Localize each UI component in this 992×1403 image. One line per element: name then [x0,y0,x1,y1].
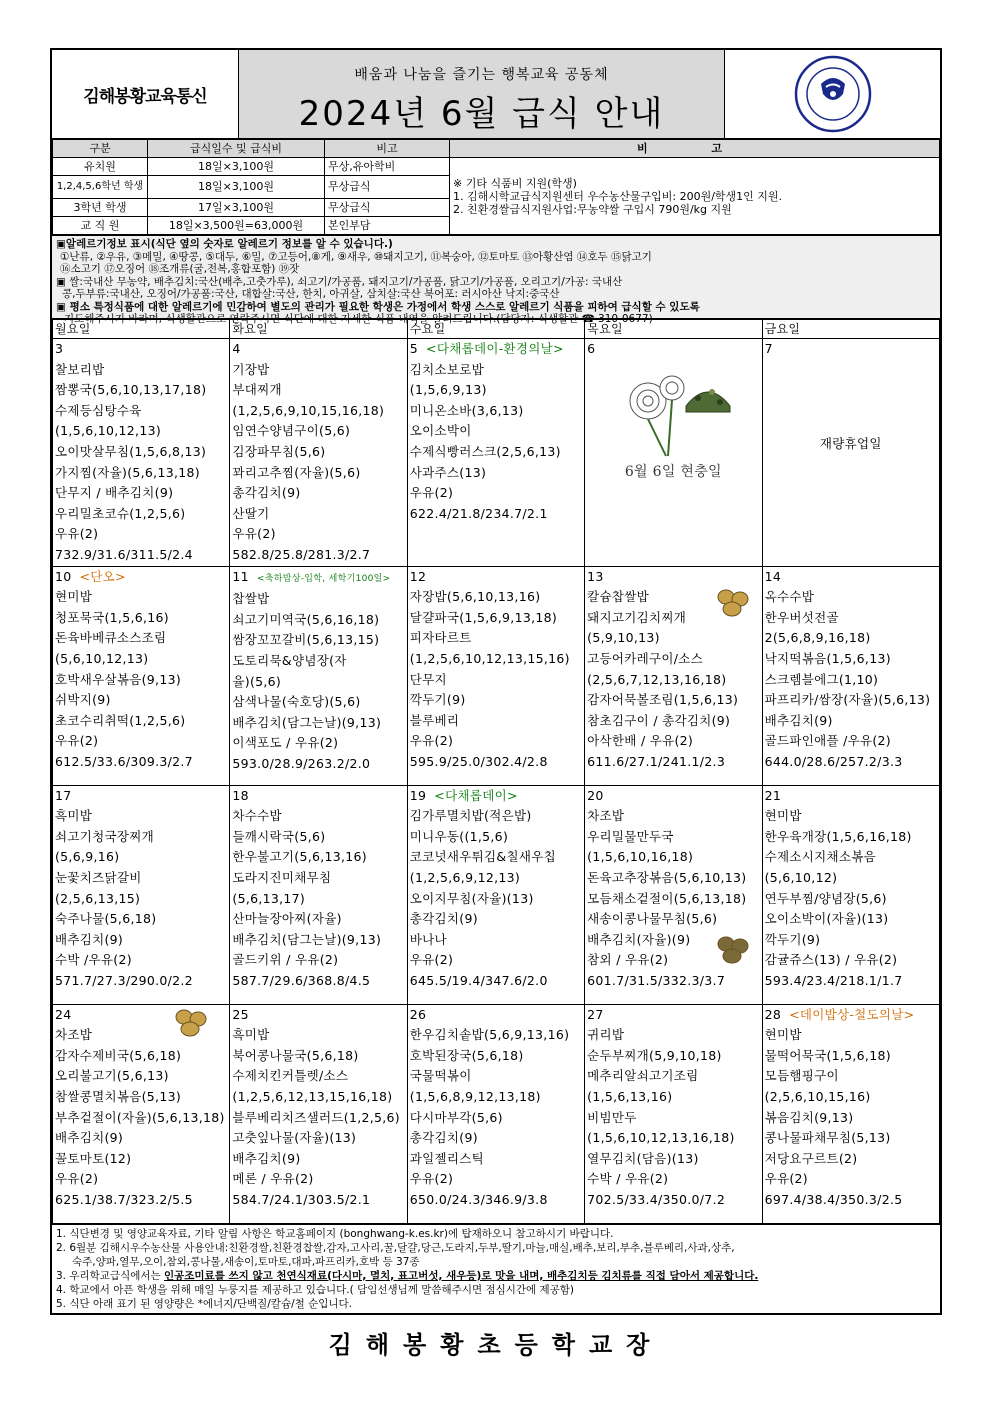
menu-item: 배추김치(담그는날)(9,13) [232,931,382,947]
menu-item: 들깨시락국(5,6) [232,828,326,844]
meal-calendar [52,319,940,1224]
menu-item: (1,5,6,13,16) [587,1088,673,1104]
menu-item: 김치소보로밥 [409,361,485,377]
menu-item: 모듬채소겉절이(5,6,13,18) [587,890,747,906]
date-line [410,567,582,588]
menu-item: 참외 / 우유(2) [587,952,669,968]
menu-item: (1,2,5,6,10,12,13,15,16) [409,650,570,666]
day-number: 7 [764,341,773,356]
allergy-contact: 지도해주시기 바라며, 식생활관으로 연락주시면 식단에 대한 자세한 식품 내역을 알려드립니다.(담당자: 식생활관 ☎ 310-0677) [64,313,653,325]
weekday-header: 화요일 [230,320,407,339]
school-newsletter-title: 김해봉황교육통신 [52,50,239,138]
day-number: 18 [232,787,249,803]
menu-item: 현미밥 [764,808,802,824]
menu-item: 낙지떡볶음(1,5,6,13) [764,650,891,666]
date-line [55,786,227,807]
menu-item: 우유(2) [409,1171,454,1187]
menu-item: 김가루멸치밥(적은밥) [409,808,532,824]
nutrition-info: 622.4/21.8/234.7/2.1 [409,505,548,521]
menu-item: 감귤쥬스(13) / 우유(2) [764,952,898,968]
menu-item: (5,6,9,16) [55,849,120,865]
date-line [587,339,759,360]
menu-item: (1,2,5,6,9,12,13) [409,869,521,885]
menu-item: 우유(2) [409,485,454,501]
menu-item: 부추겉절이(자율)(5,6,13,18) [55,1109,225,1125]
menu-item: 미니온소바(3,6,13) [409,402,524,418]
menu-item: 우유(2) [409,952,454,968]
day-cell [53,1004,230,1223]
remarks-line: 2. 친환경쌀급식지원사업:무농약쌀 구입시 790원/kg 지원 [453,202,732,216]
menu-item: 김장파무침(5,6) [232,443,326,459]
menu-item: (5,6,13,17) [232,890,306,906]
menu-item: 사과주스(13) [409,464,487,480]
menu-item: 호박된장국(5,6,18) [409,1047,524,1063]
sunflower-seed-icon [715,934,751,971]
menu-item: 코코넛새우튀김&칠새우칩 [409,849,556,865]
nutrition-info: 702.5/33.4/350.0/7.2 [587,1191,726,1207]
day-number: 26 [409,1006,427,1022]
date-line [410,1005,582,1026]
menu-item: (2,5,6,10,15,16) [764,1088,871,1104]
menu-item: 다시마부각(5,6) [409,1109,503,1125]
menu-item: (5,6,10,12) [764,869,838,885]
weekday-header: 월요일 [53,320,230,339]
day-number: 6 [587,341,596,356]
allergy-heading: ▣알레르기정보 표시(식단 옆의 숫자로 알레르기 정보를 알 수 있습니다.) [56,238,393,250]
menu-item: 단무지 [409,671,447,687]
day-cell [53,785,230,1004]
allergy-notice: ▣ 평소 특정식품에 대한 알레르기에 민감하여 별도의 관리가 필요한 학생은 가정에서 학생 스스로 알레르기 식품을 피하여 급식할 수 있도록 [56,300,700,313]
menu-item: 볶음김치(9,13) [764,1109,854,1125]
remarks-line: ※ 기타 식품비 지원(학생) [453,176,577,190]
date-line [765,1005,937,1026]
remarks-line: 1. 김해시학교급식지원센터 우수농산물구입비: 200원/학생1인 지원. [453,189,783,203]
row-note: 무상,유아학비 [325,158,450,176]
nutrition-info: 612.5/33.6/309.3/2.7 [55,753,193,769]
day-cell [585,1004,762,1223]
menu-item: 쉬박지(9) [55,692,111,708]
menu-item: 차조밥 [55,1027,93,1043]
menu-item: 우리밀물만두국 [587,828,674,844]
menu-item: 콩나물파채무침(5,13) [764,1130,891,1146]
menu-item: 배추김치(9) [55,1130,124,1146]
origin-info: ▣ 쌀:국내산 무농약, 배추김치:국산(배추,고춧가루), 쇠고기/가공품, 돼지고기/가공품, 닭고기/가공품, 오리고기/가공: 국내산 [56,275,623,288]
menu-item: 쇠고기미역국(5,6,16,18) [232,611,380,627]
menu-item: 오이맛살무침(1,5,6,8,13) [55,443,207,459]
menu-item: 오이소박이(자율)(13) [764,911,889,927]
menu-item: 가지찜(자율)(5,6,13,18) [55,464,200,480]
menu-item: 삼색나물(숙호당)(5,6) [232,694,361,710]
menu-item: (1,5,6,10,12,13) [55,423,161,439]
menu-item: 수제식빵러스크(2,5,6,13) [409,443,561,459]
nutrition-info: 595.9/25.0/302.4/2.8 [409,753,548,769]
col-header-cost: 급식일수 및 급식비 [148,140,325,158]
col-header-remarks: 비 고 [450,140,940,158]
menu-item: 율)(5,6) [232,673,282,689]
menu-item: 피자타르트 [409,630,472,646]
nutrition-info: 571.7/27.3/290.0/2.2 [55,972,193,988]
row-group: 3학년 학생 [53,199,148,217]
menu-item: 고등어카레구이/소스 [587,650,704,666]
potato-icon [173,1007,209,1044]
footer-note: 5. 식단 아래 표기 된 영양량은 *에너지/단백질/칼슘/철 순입니다. [56,1297,353,1310]
menu-item: 골드키위 / 우유(2) [232,952,339,968]
menu-item: 짬뽕국(5,6,10,13,17,18) [55,382,207,398]
day-cell [230,339,407,567]
header [52,50,940,139]
menu-item: 총각김치(9) [232,485,301,501]
day-cell [407,339,584,567]
menu-item: 눈꽃치즈닭갈비 [55,869,142,885]
menu-item: (1,5,6,8,9,12,13,18) [409,1088,541,1104]
footer-note: 2. 6월분 김해시우수농산물 사용안내:친환경쌀,친환경찹쌀,감자,고사리,꿀,달걀,당근,도라지,두부,딸기,마늘,매실,배추,보리,부추,블루베리,사과,상추, [56,1241,735,1254]
menu-item: 칼슘찹쌀밥 [587,589,650,605]
day-number: 13 [587,568,604,584]
menu-item: 배추김치(9) [764,712,833,728]
menu-item: 수박 / 우유(2) [587,1171,669,1187]
menu-item: 흑미밥 [55,808,93,824]
nutrition-info: 645.5/19.4/347.6/2.0 [409,972,548,988]
allergy-list: ①난류, ②우유, ③메밀, ④땅콩, ⑤대두, ⑥밀, ⑦고등어,⑧게, ⑨새우, ⑩돼지고기, ⑪복숭아, ⑫토마토 ⑬아황산염 ⑭호두 ⑮닭고기 [60,250,652,263]
nutrition-info: 732.9/31.6/311.5/2.4 [55,546,193,562]
menu-item: 숙주나물(5,6,18) [55,911,157,927]
menu-item: 단무지 / 배추김치(9) [55,485,174,501]
menu-item: 우유(2) [232,526,276,542]
menu-item: 재량휴업일 [819,435,882,451]
menu-item: 흑미밥 [232,1027,270,1043]
menu-item: (2,5,6,13,15) [55,890,141,906]
meal-cost-table [52,139,940,235]
day-cell [762,566,939,785]
day-number: 25 [232,1006,249,1022]
nutrition-info: 587.7/29.6/368.8/4.5 [232,972,371,988]
menu-item: (1,2,5,6,9,10,15,16,18) [232,402,385,418]
day-cell [230,566,407,785]
day-number: 27 [587,1006,604,1022]
date-line [587,567,759,588]
menu-item: (1,5,6,10,12,13,16,18) [587,1130,735,1146]
menu-item: (5,9,10,13) [587,630,660,646]
menu-item: 메론 / 우유(2) [232,1171,314,1187]
allergy-list: ⑯소고기 ⑰오징어 ⑱조개류(굴,전복,홍합포함) ⑲잣 [60,263,300,275]
row-group: 유치원 [53,158,148,176]
menu-item: 한우육개장(1,5,6,16,18) [764,828,912,844]
footer-note: 4. 학교에서 아픈 학생을 위해 매일 누룽지를 제공하고 있습니다.( 담임선생님께 말씀해주시면 점심시간에 제공함) [56,1283,575,1296]
menu-item: 국물떡볶이 [409,1068,472,1084]
date-line [410,339,582,360]
menu-item: 임연수양념구이(5,6) [232,423,351,439]
day-number: 12 [409,568,427,584]
menu-item: 돈육바베큐소스조림 [55,630,167,646]
menu-item: 기장밥 [232,361,270,377]
week-row [53,566,940,785]
week-row [53,339,940,567]
menu-item: 블루베리 [409,712,460,728]
day-cell [230,1004,407,1223]
day-cell [53,566,230,785]
menu-item: 새송이콩나물무침(5,6) [587,911,718,927]
menu-item: (2,5,6,7,12,13,16,18) [587,671,727,687]
day-number: 11 [232,568,249,584]
date-line [232,786,404,807]
day-number: 21 [764,787,782,803]
date-line [587,1005,759,1026]
event-tag: <단오> [79,568,126,584]
menu-item: 호박새우살볶음(9,13) [55,671,182,687]
menu-item: 한우버섯전골 [764,609,839,625]
event-tag: <다채롭데이-환경의날> [426,341,564,356]
footer-note [56,1269,936,1283]
day-number: 4 [232,341,241,356]
nutrition-info: 593.0/28.9/263.2/2.0 [232,755,371,771]
menu-item: 모듬햄핑구이 [764,1068,839,1084]
footer-note: 1. 식단변경 및 영양교육자료, 기타 알림 사항은 학교홈페이지 (bonghwang-k.es.kr)에 탑재하오니 참고하시기 바랍니다. [56,1227,614,1240]
menu-item: 자장밥(5,6,10,13,16) [409,589,541,605]
menu-item: 우유(2) [55,733,99,749]
menu-item: (1,5,6,9,13) [409,382,487,398]
menu-item: 수제치킨커틀렛/소스 [232,1068,349,1084]
day-cell [585,339,762,567]
menu-item: 달걀파국(1,5,6,9,13,18) [409,609,558,625]
menu-item: 현미밥 [55,589,93,605]
nutrition-info: 644.0/28.6/257.2/3.3 [764,753,903,769]
menu-item: 차수수밥 [232,808,282,824]
day-number: 17 [55,787,72,803]
menu-item: 현미밥 [764,1027,802,1043]
event-tag: <데이밥상-철도의날> [789,1006,915,1022]
day-number: 5 [409,341,419,356]
principal-signature: 김해봉황초등학교장 [328,1330,664,1359]
menu-item: 돼지고기김치찌개 [587,609,687,625]
day-number: 19 [409,787,427,803]
menu-item: 꼴토마토(12) [55,1150,132,1166]
menu-item: 옥수수밥 [764,589,815,605]
menu-item: 바나나 [409,931,447,947]
menu-item: 물떡어묵국(1,5,6,18) [764,1047,891,1063]
date-line [55,339,227,360]
menu-item: 참초김구이 / 총각김치(9) [587,712,731,728]
menu-item: 귀리밥 [587,1027,625,1043]
row-note: 무상급식 [325,176,450,199]
menu-item: 오이지무침(자율)(13) [409,890,534,906]
menu-item: 쌈장꼬꼬갈비(5,6,13,15) [232,632,380,648]
menu-item: 우유(2) [55,1171,99,1187]
menu-item: 연두부찜/양념장(5,6) [764,890,887,906]
school-emblem-icon [793,54,873,134]
subtitle: 배움과 나눔을 즐기는 행복교육 공동체 [354,67,609,83]
menu-item: 초코수리취떡(1,2,5,6) [55,712,186,728]
menu-item: 스크렘블에그(1,10) [764,671,879,687]
menu-item: 감자수제비국(5,6,18) [55,1047,182,1063]
menu-item: 고춧잎나물(자율)(13) [232,1130,357,1146]
footer-note-text: 3. 우리학교급식에서는 [56,1269,164,1282]
row-group: 교 직 원 [53,217,148,235]
day-cell [53,339,230,567]
week-row [53,785,940,1004]
menu-item: 찹쌀밥 [232,591,270,607]
event-tag: <다채롭데이> [434,787,518,803]
date-line [232,567,404,590]
menu-item: 골드파인애플 /우유(2) [764,733,891,749]
col-header-note: 비고 [325,140,450,158]
day-cell [407,785,584,1004]
menu-item: 배추김치(담그는날)(9,13) [232,714,382,730]
menu-item: 꽈리고추찜(자율)(5,6) [232,464,361,480]
menu-item: 배추김치(자율)(9) [587,931,691,947]
day-cell [762,339,939,567]
footer-note-emphasis: 인공조미료를 쓰지 않고 천연식재료(다시마, 멸치, 표고버섯, 새우등)로 맛을 내며, 배추김치등 김치류를 직접 담아서 제공합니다. [163,1269,759,1282]
title-box [239,50,725,138]
menu-item: 총각김치(9) [409,911,478,927]
row-note: 무상급식 [325,199,450,217]
day-cell [407,1004,584,1223]
col-header-group: 구분 [53,140,148,158]
menu-item: 수제등심탕수육 [55,402,142,418]
menu-item: 우유(2) [55,526,99,542]
event-tag: <축하밥상-입학, 세학기100일> [256,573,391,584]
menu-item: 수제소시지채소볶음 [764,849,876,865]
day-cell [762,785,939,1004]
day-number: 28 [764,1006,782,1022]
menu-item: 2(5,6,8,9,16,18) [764,630,871,646]
menu-item: 북어콩나물국(5,6,18) [232,1047,359,1063]
remarks-cell [450,158,940,235]
menu-item: 과일젤리스틱 [409,1150,485,1166]
menu-item: 우유(2) [409,733,454,749]
menu-item: 저당요구르트(2) [764,1150,858,1166]
menu-item: 배추김치(9) [232,1150,301,1166]
menu-item: 이색포도 / 우유(2) [232,735,339,751]
day-number: 24 [55,1006,72,1022]
potato-icon [715,587,751,624]
menu-item: 참쌀콩멸치볶음(5,13) [55,1088,182,1104]
menu-item: 감자어묵볼조림(1,5,6,13) [587,692,739,708]
menu-item: 돈육고추장볶음(5,6,10,13) [587,869,747,885]
date-line [587,786,759,807]
emblem-area [725,50,940,138]
menu-item: 우리밀초코슈(1,2,5,6) [55,505,186,521]
nutrition-info: 584.7/24.1/303.5/2.1 [232,1191,371,1207]
date-line [232,1005,404,1026]
menu-item: 순두부찌개(5,9,10,18) [587,1047,722,1063]
nutrition-info: 697.4/38.4/350.3/2.5 [764,1191,903,1207]
menu-item: (1,5,6,10,16,18) [587,849,694,865]
menu-item: 수박 /우유(2) [55,952,132,968]
menu-item: 차조밥 [587,808,625,824]
weekday-header: 수요일 [407,320,584,339]
day-cell [407,566,584,785]
menu-item: 청포묵국(1,5,6,16) [55,609,169,625]
newsletter-sheet [50,48,942,1315]
weekday-header: 목요일 [585,320,762,339]
menu-item: 산마늘장아찌(자율) [232,911,342,927]
nutrition-info: 582.8/25.8/281.3/2.7 [232,546,371,562]
menu-item: 우유(2) [764,1171,808,1187]
menu-item: 파프리카/쌈장(자율)(5,6,13) [764,692,931,708]
menu-item: 부대찌개 [232,382,282,398]
menu-item: 열무김치(담음)(13) [587,1150,699,1166]
menu-item: (5,6,10,12,13) [55,650,149,666]
menu-item: 한우불고기(5,6,13,16) [232,849,367,865]
menu-item: 찰보리밥 [55,361,105,377]
chrysanthemum-helmet-icon [608,366,738,476]
menu-item: 깍두기(9) [409,692,466,708]
menu-item: 메추리알쇠고기조림 [587,1068,699,1084]
menu-item: 한우김치솥밥(5,6,9,13,16) [409,1027,570,1043]
date-line [232,339,404,360]
row-cost: 18일×3,100원 [148,176,325,199]
day-number: 14 [764,568,782,584]
row-note: 본인부담 [325,217,450,235]
menu-item: 산딸기 [232,505,270,521]
row-cost: 17일×3,100원 [148,199,325,217]
menu-item: 도토리묵&양념장(자 [232,652,347,668]
day-number: 20 [587,787,604,803]
day-cell [762,1004,939,1223]
nutrition-info: 593.4/23.4/218.1/1.7 [764,972,903,988]
menu-item: 깍두기(9) [764,931,821,947]
footer-note: 숙주,양파,열무,오이,참외,콩나물,새송이,토마토,대파,파프리카,호박 등 37종 [72,1255,420,1268]
date-line [410,786,582,807]
day-cell [585,785,762,1004]
day-cell [585,566,762,785]
day-number: 3 [55,341,64,356]
day-cell [230,785,407,1004]
week-row [53,1004,940,1223]
nutrition-info: 611.6/27.1/241.1/2.3 [587,753,726,769]
date-line [765,339,937,360]
weekday-header: 금요일 [762,320,939,339]
row-group: 1,2,4,5,6학년 학생 [53,176,148,199]
memorial-day-image [587,366,759,481]
menu-item: 비빔만두 [587,1109,637,1125]
allergy-info [52,235,940,325]
menu-item: 도라지진미채무침 [232,869,332,885]
date-line [765,786,937,807]
day-number: 10 [55,568,72,584]
menu-item: 오리불고기(5,6,13) [55,1068,169,1084]
menu-item: 배추김치(9) [55,931,124,947]
footer-notes [52,1224,940,1313]
nutrition-info: 650.0/24.3/346.9/3.8 [409,1191,548,1207]
date-line [765,567,937,588]
nutrition-info: 601.7/31.5/332.3/3.7 [587,972,726,988]
menu-item: 미니우동((1,5,6) [409,828,509,844]
menu-item: (1,2,5,6,12,13,15,16,18) [232,1088,393,1104]
nutrition-info: 625.1/38.7/323.2/5.5 [55,1191,193,1207]
row-cost: 18일×3,500원=63,000원 [148,217,325,235]
origin-info: 콩,두부류:국내산, 오징어/가공품:국산, 대합살:국산, 한치, 아귀살, 삼치살:국산 북어포: 러시아산 낙지:중국산 [62,288,560,300]
date-line [55,567,227,588]
menu-item: 오이소박이 [409,423,472,439]
menu-item: 블루베리치즈샐러드(1,2,5,6) [232,1109,400,1125]
memorial-day-caption: 6월 6일 현충일 [624,464,722,481]
page-title: 2024년 6월 급식 안내 [298,94,665,134]
row-cost: 18일×3,100원 [148,158,325,176]
menu-item: 아삭한배 / 우유(2) [587,733,694,749]
menu-item: 쇠고기청국장찌개 [55,828,155,844]
menu-item: 총각김치(9) [409,1130,478,1146]
